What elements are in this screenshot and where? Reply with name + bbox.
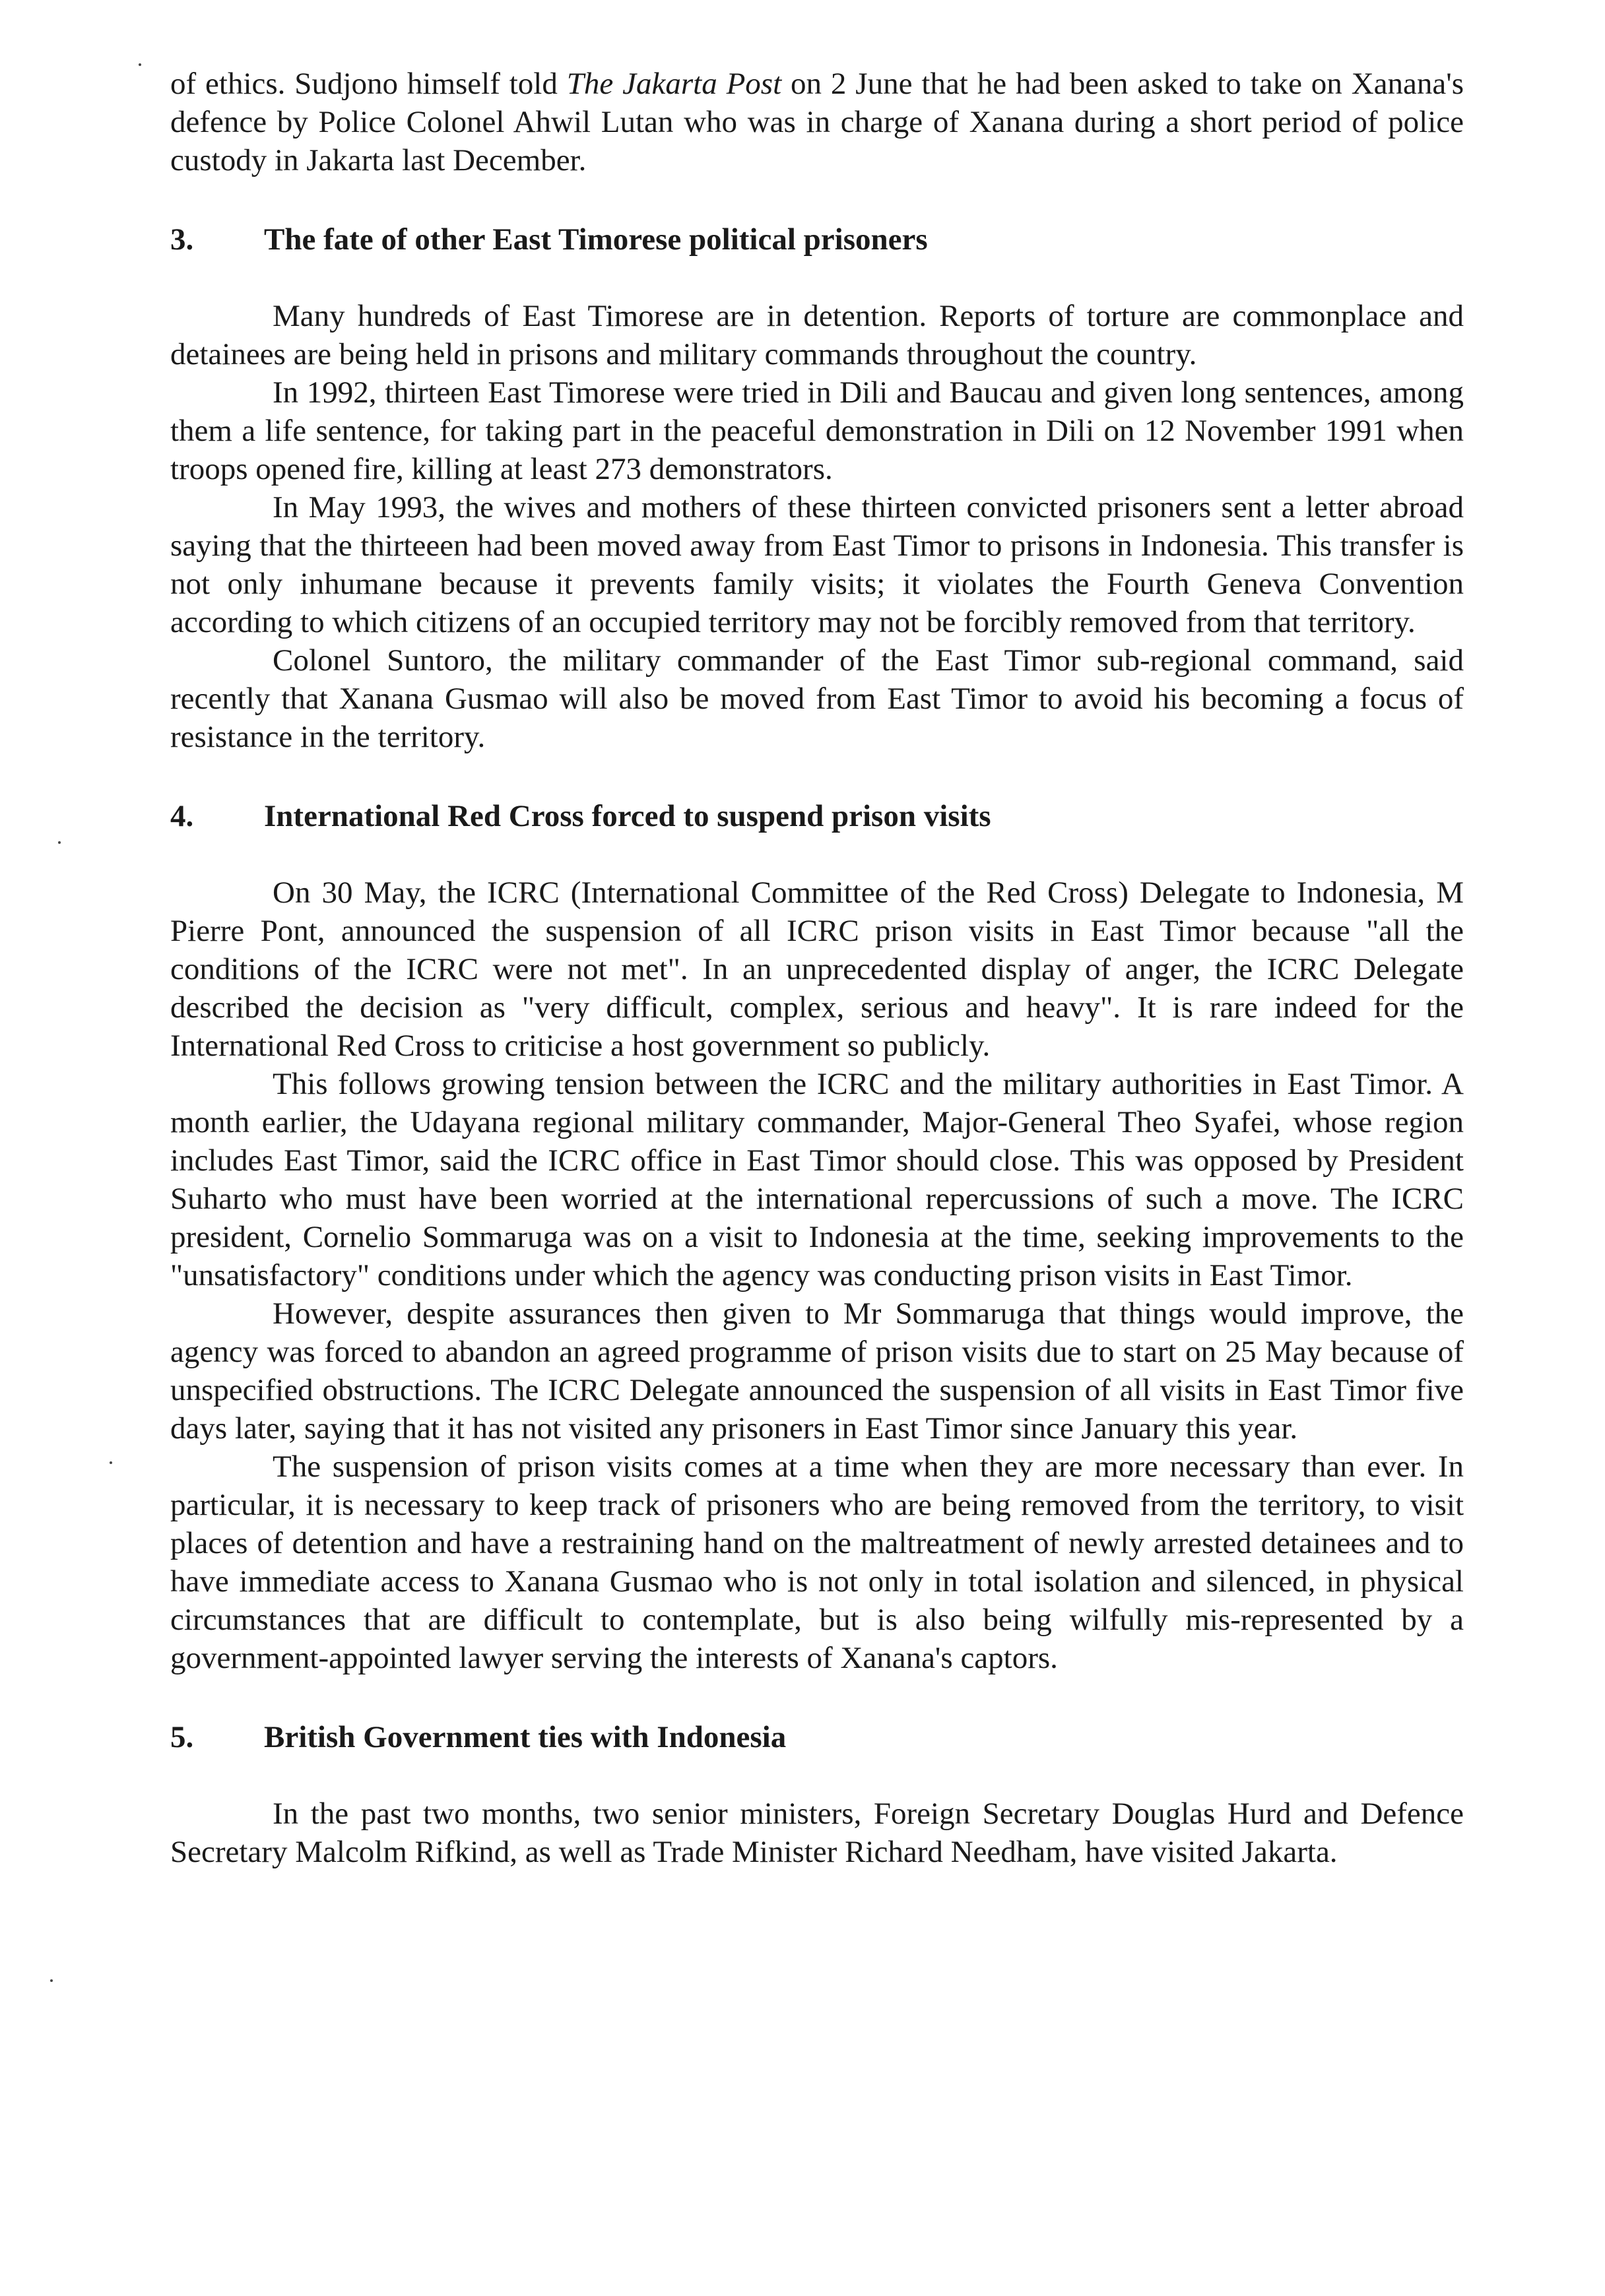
intro-paragraph	[170, 65, 1464, 179]
section-number: 4.	[170, 799, 194, 833]
section-title: International Red Cross forced to suspend prison visits	[264, 799, 991, 833]
section-5-paragraph: In the past two months, two senior ministers, Foreign Secretary Douglas Hurd and Defence Secretary Malcolm Rifkind, as well as Trade Minister Richard Needham, have visited Jakarta.	[170, 1797, 1464, 1869]
intro-text-start: of ethics. Sudjono himself told	[170, 67, 567, 101]
section-3-paragraph: Many hundreds of East Timorese are in detention. Reports of torture are commonplace and detainees are being held in prisons and military commands throughout the country.	[170, 299, 1464, 371]
section-4-paragraph: The suspension of prison visits comes at a time when they are more necessary than ever. In particular, it is necessary to keep track of prisoners who are being removed from the territory, to visit places of detention and have a restraining hand on the maltreatment of newly arrested detainees and to have immediate access to Xanana Gusmao who is not only in total isolation and silenced, in physical circumstances that are difficult to contemplate, but is also being wilfully mis-represented by a government-appointed lawyer serving the interests of Xanana's captors.	[170, 1450, 1464, 1675]
section-title: The fate of other East Timorese political prisoners	[264, 222, 928, 257]
intro-text-end: on 2 June that he had been asked to take on Xanana's defence by Police Colonel Ahwil Lutan who was in charge of Xanana during a short period of police custody in Jakarta last December.	[170, 67, 1464, 177]
scan-speck	[110, 1461, 112, 1464]
section-4-heading	[170, 797, 1464, 835]
section-5-heading	[170, 1718, 1464, 1756]
section-4-paragraph: This follows growing tension between the ICRC and the military authorities in East Timor. A month earlier, the Udayana regional military commander, Major-General Theo Syafei, whose region includes East Timor, said the ICRC office in East Timor should close. This was opposed by President Suharto who must have been worried at the international repercussions of such a move. The ICRC president, Cornelio Sommaruga was on a visit to Indonesia at the time, seeking improvements to the "unsatisfactory" conditions under which the agency was conducting prison visits in East Timor.	[170, 1067, 1464, 1292]
document-body	[170, 65, 1464, 1871]
section-title: British Government ties with Indonesia	[264, 1720, 787, 1754]
section-4-paragraph: However, despite assurances then given to Mr Sommaruga that things would improve, the agency was forced to abandon an agreed programme of prison visits due to start on 25 May because of unspecified obstructions. The ICRC Delegate announced the suspension of all visits in East Timor five days later, saying that it has not visited any prisoners in East Timor since January this year.	[170, 1296, 1464, 1446]
section-number: 5.	[170, 1720, 194, 1754]
newspaper-title: The Jakarta Post	[566, 67, 782, 101]
scan-speck	[58, 841, 61, 844]
section-3-paragraph: In 1992, thirteen East Timorese were tried in Dili and Baucau and given long sentences, among them a life sentence, for taking part in the peaceful demonstration in Dili on 12 November 1991 when troops opened fire, killing at least 273 demonstrators.	[170, 375, 1464, 486]
section-4-paragraph: On 30 May, the ICRC (International Committee of the Red Cross) Delegate to Indonesia, M Pierre Pont, announced the suspension of all ICRC prison visits in East Timor because "all the conditions of the ICRC were not met". In an unprecedented display of anger, the ICRC Delegate described the decision as "very difficult, complex, serious and heavy". It is rare indeed for the International Red Cross to criticise a host government so publicly.	[170, 876, 1464, 1063]
section-3-paragraph: Colonel Suntoro, the military commander of the East Timor sub-regional command, said recently that Xanana Gusmao will also be moved from East Timor to avoid his becoming a focus of resistance in the territory.	[170, 643, 1464, 754]
scan-speck	[50, 1979, 53, 1982]
section-number: 3.	[170, 222, 194, 257]
scan-speck	[139, 63, 141, 66]
section-3-paragraph: In May 1993, the wives and mothers of these thirteen convicted prisoners sent a letter abroad saying that the thirteeen had been moved away from East Timor to prisons in Indonesia. This transfer is not only inhumane because it prevents family visits; it violates the Fourth Geneva Convention according to which citizens of an occupied territory may not be forcibly removed from that territory.	[170, 490, 1464, 639]
section-3-heading	[170, 220, 1464, 259]
